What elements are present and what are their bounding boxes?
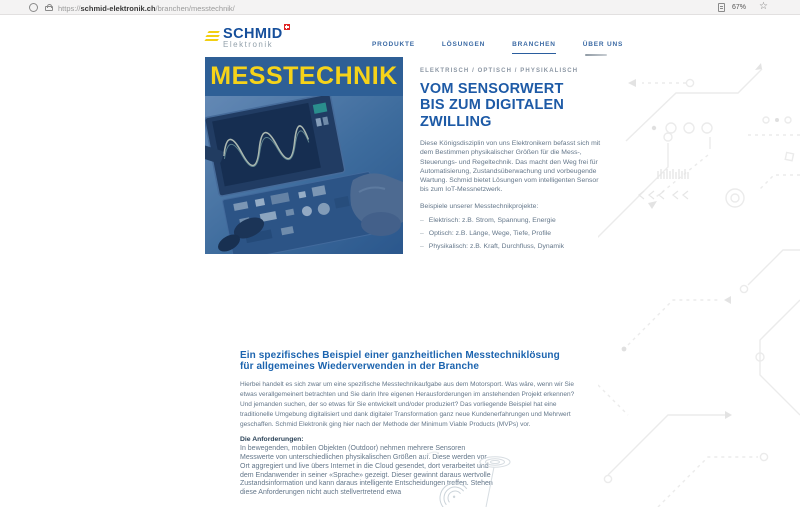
url-bar[interactable] — [58, 4, 235, 13]
requirements-label: Die Anforderungen: — [240, 436, 304, 444]
lock-icon[interactable] — [45, 4, 53, 11]
examples-label: Beispiele unserer Messtechnikprojekte: — [420, 202, 539, 210]
hero-eyebrow: ELEKTRISCH / OPTISCH / PHYSIKALISCH — [420, 68, 579, 74]
logo-stripes-icon — [205, 31, 219, 41]
logo-name: SCHMID — [223, 26, 283, 42]
bookmark-star-icon[interactable]: ☆ — [759, 1, 768, 12]
url-domain: schmid-elektronik.ch — [80, 4, 156, 13]
nav-branchen[interactable]: BRANCHEN — [512, 41, 556, 54]
hero-title: VOM SENSORWERT BIS ZUM DIGITALEN ZWILLING — [420, 81, 565, 130]
list-item — [420, 230, 603, 239]
hero-image-circuit-board — [205, 96, 403, 254]
zoom-level[interactable]: 67% — [732, 4, 747, 11]
schmid-logo[interactable] — [205, 26, 290, 49]
dash-bullet-icon: – — [420, 216, 424, 224]
browser-toolbar — [0, 0, 800, 15]
nav-produkte[interactable]: PRODUKTE — [372, 41, 415, 48]
logo-subtitle: Elektronik — [223, 40, 274, 49]
reader-mode-icon[interactable] — [718, 3, 725, 12]
url-scheme: https:// — [58, 4, 81, 13]
swiss-cross-icon — [284, 24, 290, 30]
scrollbar-thumb[interactable] — [585, 54, 607, 56]
shield-icon[interactable] — [29, 3, 38, 12]
nav-ueber-uns[interactable]: ÜBER UNS — [582, 41, 624, 48]
hero-intro: Diese Königsdisziplin von uns Elektronikern befasst sich mit dem Bestimmen physikalischer Größen für die Mess-, Steuerungs- und Regeltechnik. Das macht den Weg frei für Automatisierung, Zustandsüberwachung und vorbeugende Wartung. Schmid bietet Lösungen vom intelligenten Sensor bis zum IoT-Messnetzwerk. — [420, 140, 601, 194]
example-section — [240, 350, 576, 498]
hero-banner-title: MESSTECHNIK — [210, 62, 398, 90]
circuit-pattern-decoration — [598, 45, 800, 507]
nav-loesungen[interactable]: LÖSUNGEN — [441, 41, 486, 48]
example-optisch: Optisch: z.B. Länge, Wege, Tiefe, Profile — [428, 229, 552, 237]
hero-banner — [205, 57, 403, 254]
main-nav — [372, 41, 623, 54]
requirements-text: In bewegenden, mobilen Objekten (Outdoor) nehmen mehrere Sensoren Messwerte von unterschiedlichen physikalischen Größen auf. Diese werden vor Ort aggregiert und live übers Internet in die Cloud gesendet, dort verarbeitet und dem Endanwender in seiner «Sprache» gezeigt. Dieser gewinnt daraus wertvolle Zustandsinformation und kann daraus intelligente Entscheidungen treffen. Stehen diese Anforderungen nicht auch stellvertretend etwa — [240, 445, 493, 497]
url-path: /branchen/messtechnik/ — [155, 4, 235, 13]
example-elektrisch: Elektrisch: z.B. Strom, Spannung, Energie — [428, 216, 556, 224]
hero-text-column — [420, 68, 603, 257]
list-item — [420, 243, 603, 252]
list-item — [420, 217, 603, 226]
dash-bullet-icon: – — [420, 243, 424, 251]
examples-list — [420, 217, 603, 252]
dash-bullet-icon: – — [420, 229, 424, 237]
section-heading: Ein spezifisches Beispiel einer ganzheitlichen Messtechniklösung für allgemeines Wiederverwenden in der Branche — [240, 350, 560, 372]
section-paragraph: Hierbei handelt es sich zwar um eine spezifische Messtechnikaufgabe aus dem Motorsport. Was wäre, wenn wir Sie etwas verallgemeinert betrachten und Sie darin Ihre eigenen Herausforderungen im anstehenden Projekt erkennen? Und jemanden suchen, der so etwas für Sie entwickelt und/oder produziert? Das vorliegende Beispiel hat eine traditionelle Umgebung digitalisiert und dank digitaler Transformation ganz neue Kundenerfahrungen und Mehrwert geschaffen. Schmid Elektronik ging hier nach der Methode der Minimum Viable Products (MVPs) vor. — [240, 381, 575, 428]
example-physikalisch: Physikalisch: z.B. Kraft, Durchfluss, Dynamik — [428, 243, 565, 251]
